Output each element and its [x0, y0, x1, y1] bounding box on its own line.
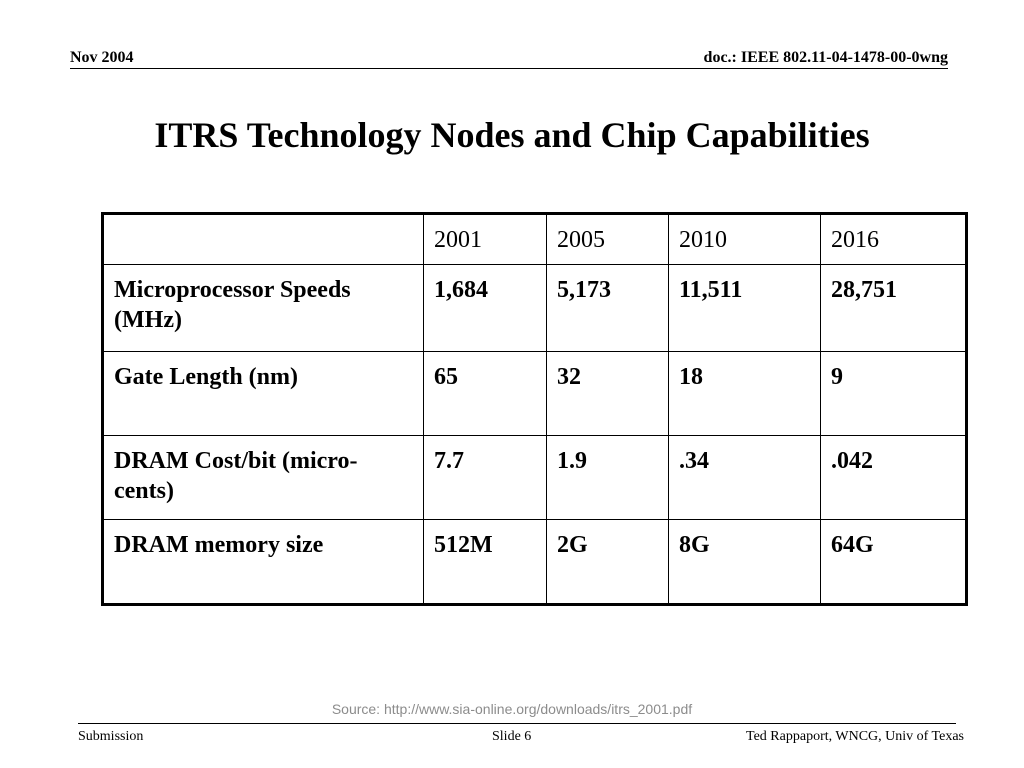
table-header-cell: 2010	[669, 214, 821, 265]
table-header-cell: 2016	[821, 214, 967, 265]
table-cell: 5,173	[547, 265, 669, 352]
row-label: DRAM Cost/bit (micro-cents)	[103, 436, 424, 520]
header-date: Nov 2004	[70, 49, 134, 66]
footer-divider	[78, 723, 956, 724]
table-cell: 1.9	[547, 436, 669, 520]
table-header-cell	[103, 214, 424, 265]
header-divider	[70, 68, 948, 69]
table-cell: 2G	[547, 520, 669, 605]
table-cell: 8G	[669, 520, 821, 605]
footer-slide-number: Slide 6	[492, 729, 532, 744]
table-row	[103, 436, 967, 520]
table-cell: 65	[424, 352, 547, 436]
table-cell: 9	[821, 352, 967, 436]
source-citation: Source: http://www.sia-online.org/downloads/itrs_2001.pdf	[331, 701, 693, 717]
row-label: Gate Length (nm)	[103, 352, 424, 436]
table-row	[103, 520, 967, 605]
table-cell: .34	[669, 436, 821, 520]
table-header-row	[103, 214, 967, 265]
table-cell: .042	[821, 436, 967, 520]
table-cell: 28,751	[821, 265, 967, 352]
itrs-table	[101, 212, 968, 606]
row-label: DRAM memory size	[103, 520, 424, 605]
table-cell: 11,511	[669, 265, 821, 352]
table-header-cell: 2001	[424, 214, 547, 265]
table-cell: 32	[547, 352, 669, 436]
table-cell: 512M	[424, 520, 547, 605]
table-row	[103, 352, 967, 436]
table-row	[103, 265, 967, 352]
table-cell: 64G	[821, 520, 967, 605]
footer-submission: Submission	[78, 729, 144, 744]
table-header-cell: 2005	[547, 214, 669, 265]
table-cell: 18	[669, 352, 821, 436]
table-cell: 7.7	[424, 436, 547, 520]
slide-title: ITRS Technology Nodes and Chip Capabilities	[154, 115, 870, 155]
footer-author: Ted Rappaport, WNCG, Univ of Texas	[746, 729, 964, 744]
header-doc-id: doc.: IEEE 802.11-04-1478-00-0wng	[703, 49, 948, 66]
table-cell: 1,684	[424, 265, 547, 352]
row-label: Microprocessor Speeds (MHz)	[103, 265, 424, 352]
